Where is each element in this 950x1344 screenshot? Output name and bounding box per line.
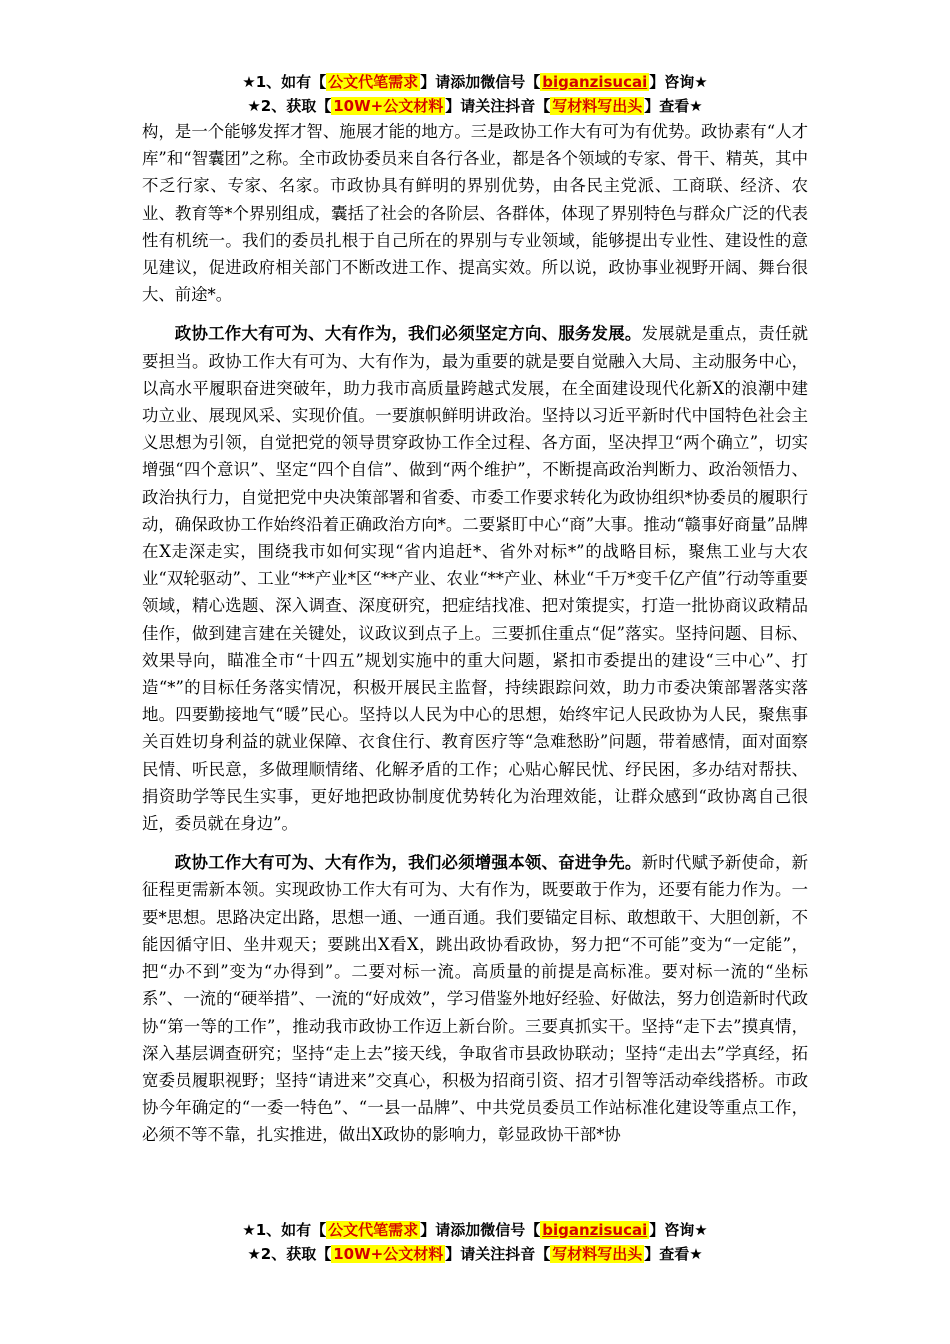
- top-banner: [0, 70, 950, 118]
- highlight-materials: 10W+公文材料: [333, 1245, 444, 1263]
- highlight-douyin-account[interactable]: 写材料写出头: [552, 97, 643, 115]
- highlight-wechat-id[interactable]: biganzisucai: [542, 73, 648, 91]
- paragraph-3: 政协工作大有可为、大有作为，我们必须增强本领、奋进争先。新时代赋予新使命，新征程更需新本领。实现政协工作大有可为、大有作为，既要敢于作为，还要有能力作为。一要*思想。思路决定出路，思想一通、一通百通。我们要锚定目标、敢想敢干、大胆创新，不能因循守旧、坐井观天；要跳出X看X，跳出政协看政协，努力把“不可能”变为“一定能”，把“办不到”变为“办得到”。二要对标一流。高质量的前提是高标准。要对标一流的“坐标系”、一流的“硬举措”、一流的“好成效”，学习借鉴外地好经验、好做法，努力创造新时代政协“第一等的工作”，推动我市政协工作迈上新台阶。三要真抓实干。坚持“走下去”摸真情，深入基层调查研究；坚持“走上去”接天线，争取省市县政协联动；坚持“走出去”学真经，拓宽委员履职视野；坚持“请进来”交真心，积极为招商引资、招才引智等活动牵线搭桥。市政协今年确定的“一委一特色”、“一县一品牌”、中共党员委员工作站标准化建设等重点工作，必须不等不靠，扎实推进，做出X政协的影响力，彰显政协干部*协: [142, 853, 809, 1145]
- banner-line-2: ★2、获取【 10W+公文材料 】请关注抖音【 写材料写出头 】查看★: [247, 1245, 703, 1263]
- bottom-banner: [0, 1218, 950, 1266]
- paragraph-heading: 政协工作大有可为、大有作为，我们必须坚定方向、服务发展。: [174, 324, 642, 344]
- banner-line-2: ★2、获取【 10W+公文材料 】请关注抖音【 写材料写出头 】查看★: [247, 97, 703, 115]
- paragraph-1: 构，是一个能够发挥才智、施展才能的地方。三是政协工作大有可为有优势。政协素有“人才库”和“智囊团”之称。全市政协委员来自各行各业，都是各个领域的专家、骨干、精英，其中不乏行家、专家、名家。市政协具有鲜明的界别优势，由各民主党派、工商联、经济、农业、教育等*个界别组成，囊括了社会的各阶层、各群体，体现了界别特色与群众广泛的代表性有机统一。我们的委员扎根于自己所在的界别与专业领域，能够提出专业性、建设性的意见建议，促进政府相关部门不断改进工作、提高实效。所以说，政协事业视野开阔、舞台很大、前途*。: [142, 122, 808, 305]
- highlight-service: 公文代笔需求: [328, 73, 419, 91]
- banner-line-1: ★1、如有【 公文代笔需求 】请添加微信号【 biganzisucai 】咨询★: [242, 73, 708, 91]
- highlight-douyin-account[interactable]: 写材料写出头: [552, 1245, 643, 1263]
- paragraph-heading: 政协工作大有可为、大有作为，我们必须增强本领、奋进争先。: [174, 853, 642, 873]
- banner-line-1: ★1、如有【 公文代笔需求 】请添加微信号【 biganzisucai 】咨询★: [242, 1221, 708, 1239]
- highlight-materials: 10W+公文材料: [333, 97, 444, 115]
- paragraph-2: 政协工作大有可为、大有作为，我们必须坚定方向、服务发展。发展就是重点，责任就要担当。政协工作大有可为、大有作为，最为重要的就是要自觉融入大局、主动服务中心，以高水平履职奋进突破年，助力我市高质量跨越式发展，在全面建设现代化新X的浪潮中建功立业、展现风采、实现价值。一要旗帜鲜明讲政治。坚持以习近平新时代中国特色社会主义思想为引领，自觉把党的领导贯穿政协工作全过程、各方面，坚决捍卫“两个确立”，切实增强“四个意识”、坚定“四个自信”、做到“两个维护”，不断提高政治判断力、政治领悟力、政治执行力，自觉把党中央决策部署和省委、市委工作要求转化为政协组织*协委员的履职行动，确保政协工作始终沿着正确政治方向*。二要紧盯中心“商”大事。推动“赣事好商量”品牌在X走深走实，围绕我市如何实现“省内追赶*、省外对标*”的战略目标，聚焦工业与大农业“双轮驱动”、工业“**产业*区“**产业、农业“**产业、林业“千万*变千亿产值”行动等重要领域，精心选题、深入调查、深度研究，把症结找准、把对策提实，打造一批协商议政精品佳作，做到建言建在关键处，议政议到点子上。三要抓住重点“促”落实。坚持问题、目标、效果导向，瞄准全市“十四五”规划实施中的重大问题，紧扣市委提出的建设“三中心”、打造“*”的目标任务落实情况，积极开展民主监督，持续跟踪问效，助力市委决策部署落实落地。四要勤接地气“暖”民心。坚持以人民为中心的思想，始终牢记人民政协为人民，聚焦事关百姓切身利益的就业保障、衣食住行、教育医疗等“急难愁盼”问题，带着感情，面对面察民情、听民意，多做理顺情绪、化解矛盾的工作；心贴心解民忧、纾民困，多办结对帮扶、捐资助学等民生实事，更好地把政协制度优势转化为治理效能，让群众感到“政协离自己很近，委员就在身边”。: [142, 324, 809, 834]
- highlight-service: 公文代笔需求: [328, 1221, 419, 1239]
- highlight-wechat-id[interactable]: biganzisucai: [542, 1221, 648, 1239]
- document-body: [142, 118, 808, 1161]
